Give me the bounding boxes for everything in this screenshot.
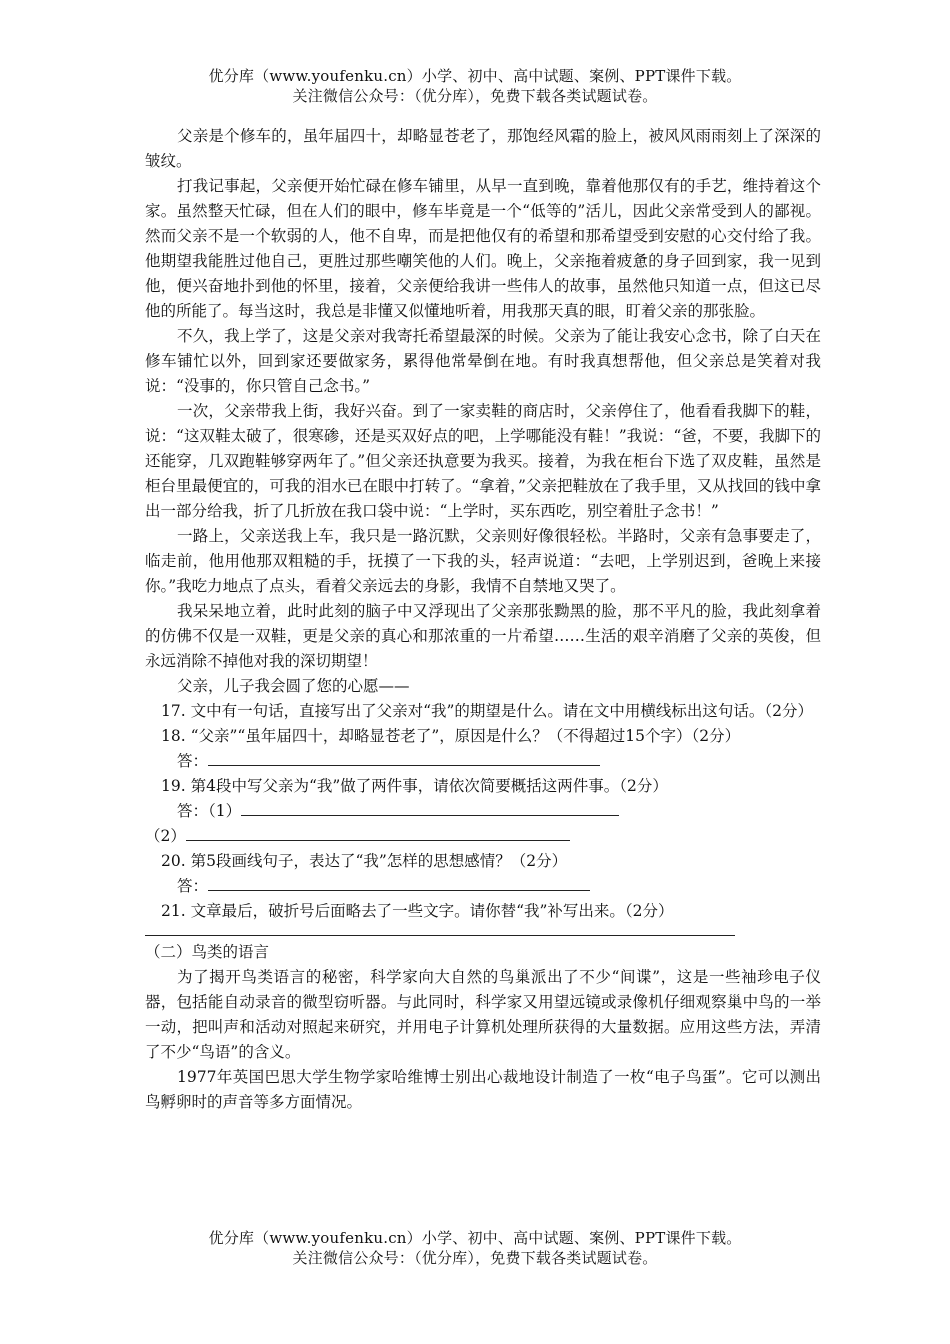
page-header xyxy=(0,66,950,106)
question-20: 20. 第5段画线句子，表达了“我”怎样的思想感情？（2分） xyxy=(161,852,568,870)
answer-20-row xyxy=(145,874,821,899)
footer-line-1: 优分库（www.youfenku.cn）小学、初中、高中试题、案例、PPT课件下载。 xyxy=(208,1229,742,1247)
answer-19-row-2 xyxy=(145,824,821,849)
answer-20-label: 答： xyxy=(177,877,209,895)
section-2-paragraph-1: 为了揭开鸟类语言的秘密，科学家向大自然的鸟巢派出了不少“间谍”，这是一些袖珍电子仪器，包括能自动录音的微型窃听器。与此同时，科学家又用望远镜或录像机仔细观察巢中鸟的一举一动，把叫声和活动对照起来研究，并用电子计算机处理所获得的大量数据。应用这些方法，弄清了不少“鸟语”的含义。 xyxy=(145,968,821,1061)
footer-line-2: 关注微信公众号：（优分库），免费下载各类试题试卷。 xyxy=(292,1249,658,1267)
question-18: 18. “父亲”“虽年届四十，却略显苍老了”，原因是什么？（不得超过15个字）（2分） xyxy=(161,727,741,745)
story-paragraph-1: 父亲是个修车的，虽年届四十，却略显苍老了，那饱经风霜的脸上，被风风雨雨刻上了深深的皱纹。 xyxy=(145,127,821,170)
story-paragraph-4: 一次，父亲带我上街，我好兴奋。到了一家卖鞋的商店时，父亲停住了，他看看我脚下的鞋，说：“这双鞋太破了，很寒碜，还是买双好点的吧，上学哪能没有鞋！”我说：“爸，不要，我脚下的还能穿，几双跑鞋够穿两年了。”但父亲还执意要为我买。接着，为我在柜台下选了双皮鞋，虽然是柜台里最便宜的，可我的泪水已在眼中打转了。“拿着，”父亲把鞋放在了我手里，又从找回的钱中拿出一部分给我，折了几折放在我口袋中说：“上学时，买东西吃，别空着肚子念书！” xyxy=(145,402,821,520)
answer-19-blank-2[interactable] xyxy=(186,825,570,841)
story-paragraph-3: 不久，我上学了，这是父亲对我寄托希望最深的时候。父亲为了能让我安心念书，除了白天在修车铺忙以外，回到家还要做家务，累得他常晕倒在地。有时我真想帮他，但父亲总是笑着对我说：“没事的，你只管自己念书。” xyxy=(145,327,821,395)
story-paragraph-5: 一路上，父亲送我上车，我只是一路沉默，父亲则好像很轻松。半路时，父亲有急事要走了，临走前，他用他那双粗糙的手，抚摸了一下我的头，轻声说道：“去吧，上学别迟到，爸晚上来接你。”我吃力地点了点头，看着父亲远去的身影，我情不自禁地又哭了。 xyxy=(145,527,821,595)
story-paragraph-6: 我呆呆地立着，此时此刻的脑子中又浮现出了父亲那张黝黑的脸，那不平凡的脸，我此刻拿着的仿佛不仅是一双鞋，更是父亲的真心和那浓重的一片希望……生活的艰辛消磨了父亲的英俊，但永远消除不掉他对我的深切期望！ xyxy=(145,602,821,670)
story-paragraph-2: 打我记事起，父亲便开始忙碌在修车铺里，从早一直到晚，靠着他那仅有的手艺，维持着这个家。虽然整天忙碌，但在人们的眼中，修车毕竟是一个“低等的”活儿，因此父亲常受到人的鄙视。然而父亲不是一个软弱的人，他不自卑，而是把他仅有的希望和那希望受到安慰的心交付给了我。他期望我能胜过他自己，更胜过那些嘲笑他的人们。晚上，父亲拖着疲惫的身子回到家，我一见到他，便兴奋地扑到他的怀里，接着，父亲便给我讲一些伟人的故事，虽然他只知道一点，但这已尽他的所能了。每当这时，我总是非懂又似懂地听着，用我那天真的眼，盯着父亲的那张脸。 xyxy=(145,177,821,320)
header-line-2: 关注微信公众号：（优分库），免费下载各类试题试卷。 xyxy=(292,87,658,105)
question-21: 21. 文章最后，破折号后面略去了一些文字。请你替“我”补写出来。（2分） xyxy=(161,902,674,920)
answer-20-blank[interactable] xyxy=(208,875,590,891)
header-line-1: 优分库（www.youfenku.cn）小学、初中、高中试题、案例、PPT课件下载。 xyxy=(208,67,742,85)
document-body xyxy=(145,124,821,1115)
question-17: 17. 文中有一句话，直接写出了父亲对“我”的期望是什么。请在文中用横线标出这句话。（2分） xyxy=(161,702,814,720)
answer-21-line[interactable] xyxy=(145,927,735,936)
answer-19-blank-1[interactable] xyxy=(241,800,619,816)
section-2-paragraph-2: 1977年英国巴思大学生物学家哈维博士别出心裁地设计制造了一枚“电子鸟蛋”。它可以测出鸟孵卵时的声音等多方面情况。 xyxy=(145,1068,821,1111)
answer-19-row-1 xyxy=(145,799,821,824)
answer-19-label: 答：（1） xyxy=(177,802,242,820)
answer-18-blank[interactable] xyxy=(208,750,600,766)
question-19: 19. 第4段中写父亲为“我”做了两件事，请依次简要概括这两件事。（2分） xyxy=(161,777,668,795)
answer-18-row xyxy=(145,749,821,774)
page-footer xyxy=(0,1228,950,1268)
answer-19-second-label: （2） xyxy=(145,827,186,845)
answer-18-label: 答： xyxy=(177,752,209,770)
section-2-title: （二）鸟类的语言 xyxy=(145,943,270,961)
story-paragraph-7: 父亲，儿子我会圆了您的心愿—— xyxy=(177,677,410,695)
